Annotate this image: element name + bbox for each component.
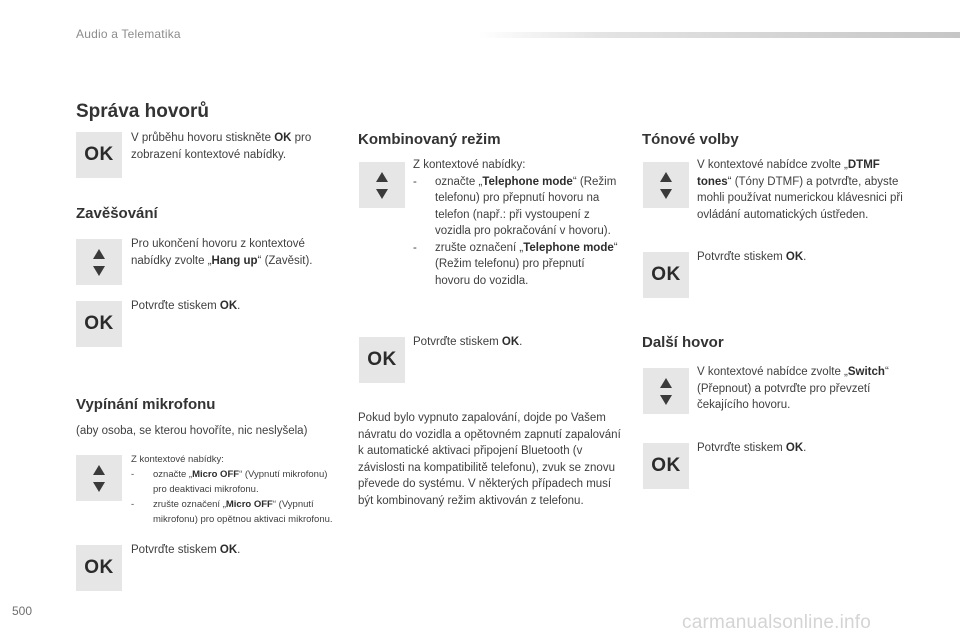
watermark: carmanualsonline.info [682, 612, 872, 633]
mute-title: Vypínání mikrofonu [76, 396, 216, 413]
dtmf-confirm-pre: Potvrďte stiskem [697, 251, 786, 263]
combined-item2-key: Telephone mode [523, 241, 614, 254]
mute-confirm-pre: Potvrďte stiskem [131, 544, 220, 556]
mute-menu-item-2 [131, 497, 343, 527]
hangup-text-key: Hang up [211, 254, 258, 267]
mute-confirm-key: OK [219, 544, 238, 556]
arrow-up-icon [93, 249, 105, 259]
next-call-text [697, 364, 907, 414]
list-dash: - [131, 499, 135, 510]
intro-text [131, 130, 331, 163]
header-divider [478, 32, 960, 38]
ok-label: OK [367, 349, 397, 370]
mute-menu [131, 452, 343, 527]
hangup-title: Zavěšování [76, 205, 158, 222]
mute-item1-key: Micro OFF [192, 469, 240, 480]
next-call-confirm-post: . [803, 442, 807, 454]
dtmf-confirm [697, 249, 806, 266]
next-call-confirm-pre: Potvrďte stiskem [697, 442, 786, 454]
combined-confirm [413, 334, 522, 351]
combined-title: Kombinovaný režim [358, 131, 501, 148]
combined-menu-item-2 [413, 240, 618, 290]
arrow-down-icon [660, 395, 672, 405]
up-down-arrows-icon [643, 162, 689, 208]
combined-item1-post: “ (Režim telefonu) pro přepnutí hovoru na telefon (např.: při vystoupení z vozidla pro pokračování v hovoru). [435, 175, 617, 237]
combined-confirm-pre: Potvrďte stiskem [413, 336, 502, 348]
hangup-text [131, 236, 341, 269]
dtmf-text-post: “ (Tóny DTMF) a potvrďte, abyste mohli používat numerickou klávesnici při ovládání automatických ústředen. [697, 175, 903, 221]
page-number: 500 [12, 604, 33, 618]
dtmf-title: Tónové volby [642, 131, 739, 148]
mute-item2-key: Micro OFF [225, 499, 273, 510]
mute-menu-intro: Z kontextové nabídky: [131, 454, 224, 465]
mute-note: (aby osoba, se kterou hovoříte, nic neslyšela) [76, 425, 308, 437]
arrow-up-icon [660, 172, 672, 182]
arrow-up-icon [660, 378, 672, 388]
mute-item2-pre: zrušte označení „ [153, 499, 226, 510]
combined-menu [413, 157, 618, 289]
mute-item1-post: “ (Vypnutí mikrofonu) pro deaktivaci mikrofonu. [153, 469, 328, 495]
next-call-title: Další hovor [642, 334, 724, 351]
list-dash: - [131, 469, 135, 480]
ok-label: OK [84, 144, 114, 165]
next-call-confirm [697, 440, 806, 457]
arrow-down-icon [93, 482, 105, 492]
ok-button-icon [76, 301, 122, 347]
combined-item1-key: Telephone mode [482, 175, 573, 188]
dtmf-text [697, 157, 907, 223]
ok-button-icon [76, 545, 122, 591]
list-dash: - [413, 241, 417, 254]
ok-button-icon [76, 132, 122, 178]
next-call-confirm-key: OK [785, 442, 804, 454]
arrow-up-icon [93, 465, 105, 475]
arrow-down-icon [93, 266, 105, 276]
mute-confirm [131, 542, 240, 559]
dtmf-text-pre: V kontextové nabídce zvolte „ [697, 159, 848, 171]
hangup-text-pre: Pro ukončení hovoru z kontextové nabídky zvolte „ [131, 238, 305, 267]
dtmf-text-key: DTMF tones [697, 159, 880, 188]
hangup-confirm-pre: Potvrďte stiskem [131, 300, 220, 312]
combined-confirm-post: . [519, 336, 523, 348]
combined-paragraph: Pokud bylo vypnuto zapalování, dojde po Vašem návratu do vozidla a opětovném zapnutí zapalování k automatické aktivaci připojení Bluetooth (v závislosti na kompatibilitě telefonu), zvuk se znovu převede do systému. V některých případech musí být kombinovaný režim aktivován z telefonu. [358, 412, 621, 507]
up-down-arrows-icon [359, 162, 405, 208]
intro-text-pre: V průběhu hovoru stiskněte [131, 132, 275, 144]
dtmf-confirm-key: OK [785, 251, 804, 263]
ok-label: OK [84, 313, 114, 334]
arrow-up-icon [376, 172, 388, 182]
ok-label: OK [651, 455, 681, 476]
ok-label: OK [84, 557, 114, 578]
dtmf-confirm-post: . [803, 251, 807, 263]
mute-confirm-post: . [237, 544, 241, 556]
combined-menu-intro: Z kontextové nabídky: [413, 159, 526, 171]
header-title: Audio a Telematika [76, 27, 181, 41]
combined-item2-pre: zrušte označení „ [435, 241, 524, 254]
mute-item2-post: “ (Vypnutí mikrofonu) pro opětnou aktivaci mikrofonu. [153, 499, 333, 525]
next-call-text-key: Switch [847, 366, 885, 378]
mute-menu-item-1 [131, 467, 343, 497]
arrow-down-icon [660, 189, 672, 199]
ok-button-icon [359, 337, 405, 383]
ok-button-icon [643, 252, 689, 298]
up-down-arrows-icon [76, 239, 122, 285]
next-call-text-pre: V kontextové nabídce zvolte „ [697, 366, 848, 378]
page-title: Správa hovorů [76, 101, 210, 122]
combined-menu-item-1 [413, 174, 618, 240]
hangup-text-post: “ (Zavěsit). [257, 254, 313, 267]
combined-item2-post: “ (Režim telefonu) pro přepnutí hovoru do vozidla. [435, 241, 618, 287]
combined-confirm-key: OK [501, 336, 520, 348]
intro-text-key: OK [274, 132, 292, 144]
ok-button-icon [643, 443, 689, 489]
intro-text-post: pro zobrazení kontextové nabídky. [131, 132, 312, 161]
up-down-arrows-icon [643, 368, 689, 414]
up-down-arrows-icon [76, 455, 122, 501]
hangup-confirm-post: . [237, 300, 241, 312]
hangup-confirm-key: OK [219, 300, 238, 312]
ok-label: OK [651, 264, 681, 285]
list-dash: - [413, 175, 417, 188]
hangup-confirm [131, 298, 240, 315]
combined-item1-pre: označte „ [435, 175, 483, 188]
arrow-down-icon [376, 189, 388, 199]
mute-item1-pre: označte „ [153, 469, 193, 480]
next-call-text-post: “ (Přepnout) a potvrďte pro převzetí čekajícího hovoru. [697, 366, 889, 411]
